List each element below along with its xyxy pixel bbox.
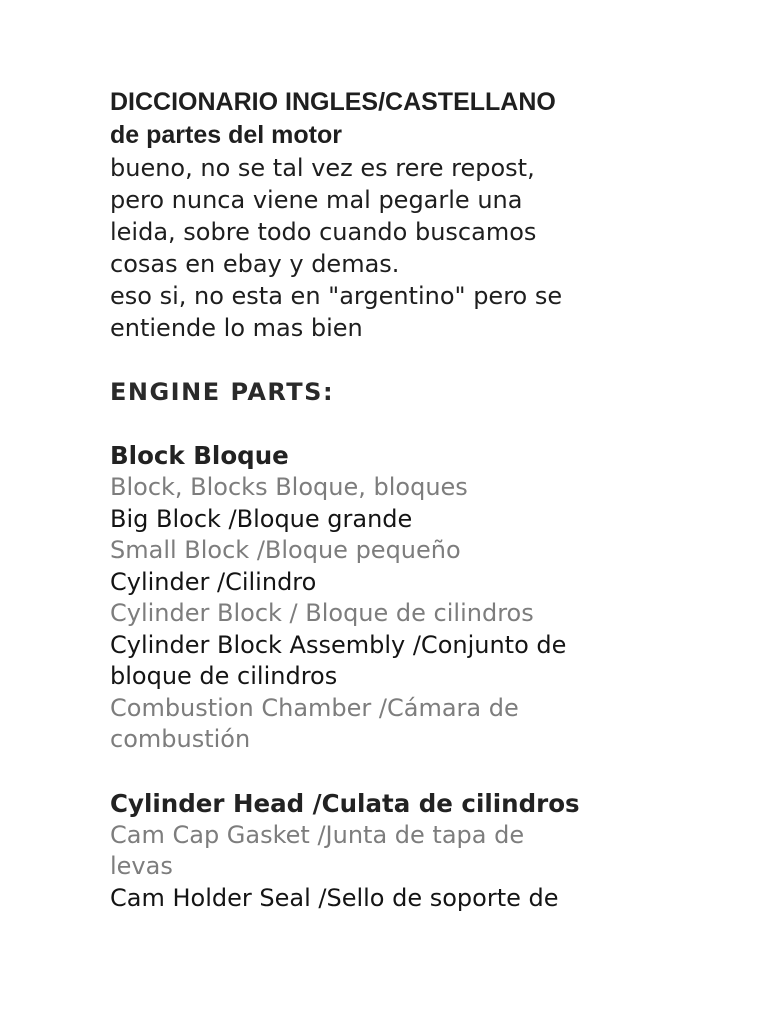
glossary-entry: Big Block /Bloque grande: [110, 504, 413, 533]
blank-line: [110, 756, 750, 788]
intro-paragraph: [110, 152, 750, 344]
glossary-entry: Cam Cap Gasket /Junta de tapa de: [110, 820, 525, 849]
glossary-entry: Combustion Chamber /Cámara de: [110, 693, 519, 722]
cylinder-head-subheading: Cylinder Head /Culata de cilindros: [110, 788, 580, 818]
block-subheading: Block Bloque: [110, 441, 289, 470]
intro-line: entiende lo mas bien: [110, 314, 363, 342]
glossary-entry: Cam Holder Seal /Sello de soporte de: [110, 883, 559, 912]
document-page: [110, 86, 750, 914]
intro-line: eso si, no esta en "argentino" pero se: [110, 282, 563, 310]
intro-line: leida, sobre todo cuando buscamos: [110, 218, 537, 246]
document-title-line-2: de partes del motor: [110, 121, 342, 149]
glossary-entry: Cylinder Block / Bloque de cilindros: [110, 599, 534, 627]
glossary-entry: Cylinder Block Assembly /Conjunto de: [110, 630, 567, 659]
cylinder-head-section: [110, 788, 750, 915]
glossary-entry: Block, Blocks Bloque, bloques: [110, 473, 468, 501]
intro-line: cosas en ebay y demas.: [110, 250, 400, 278]
blank-line: [110, 344, 750, 376]
document-title-line-1: DICCIONARIO INGLES/CASTELLANO: [110, 88, 556, 116]
glossary-entry: Small Block /Bloque pequeño: [110, 536, 461, 564]
intro-line: bueno, no se tal vez es rere repost,: [110, 154, 535, 182]
blank-line: [110, 408, 750, 440]
glossary-entry: bloque de cilindros: [110, 662, 338, 690]
glossary-entry: levas: [110, 852, 173, 880]
section-heading-engine-parts: ENGINE PARTS:: [110, 378, 335, 406]
glossary-entry: Cylinder /Cilindro: [110, 567, 317, 596]
intro-line: pero nunca viene mal pegarle una: [110, 186, 523, 214]
block-section: [110, 440, 750, 756]
glossary-entry: combustión: [110, 725, 251, 753]
